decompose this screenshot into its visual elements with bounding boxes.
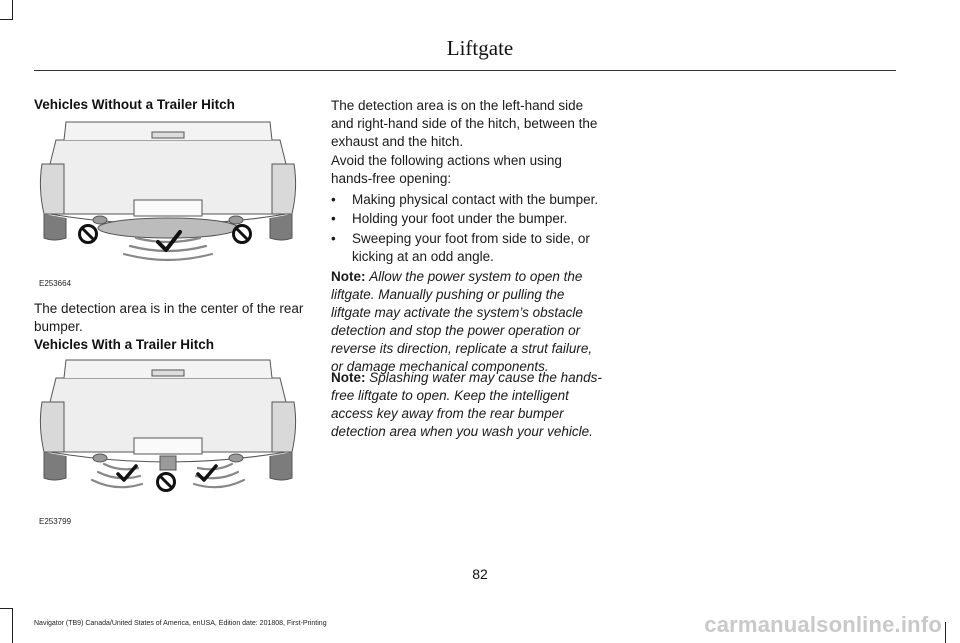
crop-mark-bottom-left-h	[0, 608, 13, 609]
paragraph-detection-sides: The detection area is on the left-hand side and right-hand side of the hitch, between the exhaust and the hitch.	[331, 98, 598, 149]
footer-edition-info: Navigator (TB9) Canada/United States of America, enUSA, Edition date: 201808, First-Printing	[34, 620, 327, 627]
figure-bumper-with-hitch	[34, 356, 302, 514]
note-power-system	[331, 268, 606, 376]
crop-mark-bottom-right-v	[945, 622, 946, 643]
paragraph-avoid-actions: Avoid the following actions when using hands-free opening:	[331, 153, 562, 186]
paragraph-detection-center: The detection area is in the center of the rear bumper.	[34, 301, 304, 334]
watermark: carmanualsonline.info	[704, 612, 942, 637]
figure-bumper-without-hitch	[34, 118, 302, 276]
crop-mark-top-left-h	[0, 19, 13, 20]
page-number: 82	[472, 566, 488, 582]
crop-mark-top-left-v	[12, 0, 13, 20]
prohibited-icon	[158, 474, 175, 491]
bullet-icon: •	[331, 231, 336, 246]
page-title: Liftgate	[446, 36, 514, 60]
figure-id: E253664	[39, 279, 72, 288]
prohibited-icon	[234, 226, 251, 243]
bullet-icon: •	[331, 192, 336, 207]
note-splashing-water	[331, 369, 606, 441]
heading-with-hitch: Vehicles With a Trailer Hitch	[34, 337, 214, 352]
header-rule	[34, 70, 896, 71]
figure-id: E253799	[39, 517, 72, 526]
note-label: Note:	[331, 269, 366, 284]
heading-without-hitch: Vehicles Without a Trailer Hitch	[34, 97, 235, 112]
prohibited-icon	[80, 226, 97, 243]
note-text: Allow the power system to open the liftgate. Manually pushing or pulling the liftgate may activate the system’s obstacle detection and stop the power operation or reverse its direction, replicate a strut failure, or damage mechanical components.	[331, 269, 593, 374]
crop-mark-bottom-left-v	[12, 608, 13, 643]
bullet-icon: •	[331, 211, 336, 226]
note-label: Note:	[331, 370, 366, 385]
list-item: • Sweeping your foot from side to side, or kicking at an odd angle.	[331, 231, 590, 264]
vehicle-rear-illustration	[40, 360, 295, 480]
list-item: • Making physical contact with the bumper.	[331, 192, 599, 207]
note-text: Splashing water may cause the hands-free liftgate to open. Keep the intelligent access key away from the rear bumper detection area when you wash your vehicle.	[331, 370, 602, 439]
vehicle-rear-illustration	[40, 122, 295, 240]
list-item: • Holding your foot under the bumper.	[331, 211, 568, 226]
